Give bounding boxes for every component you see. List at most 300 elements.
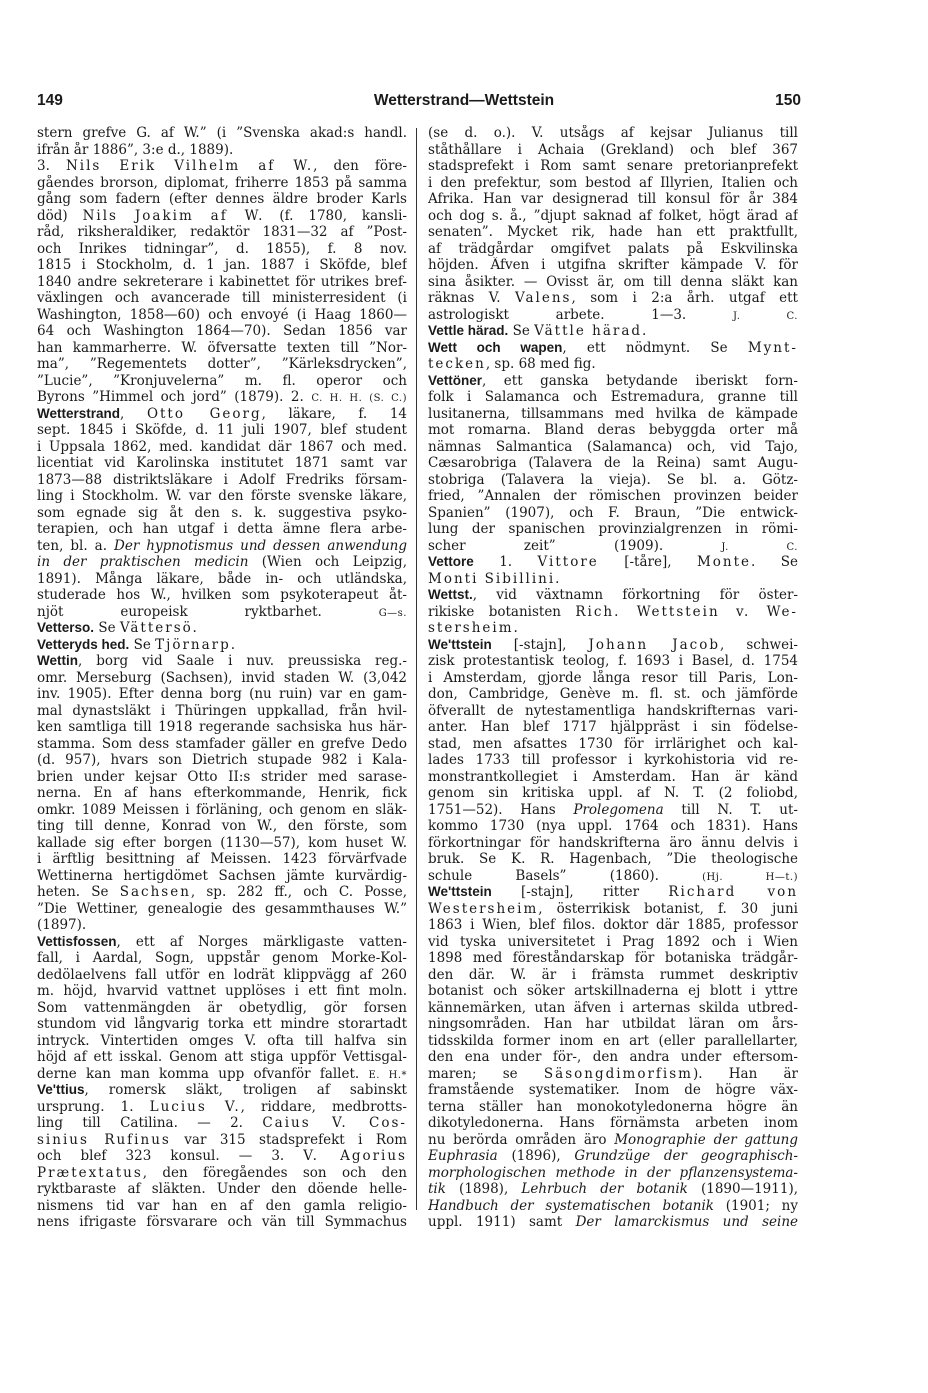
text-line (428, 1132, 798, 1149)
text-line (428, 175, 798, 192)
text-run: ting till denne, Konrad von W., den förste, som (37, 818, 407, 834)
text-line (37, 191, 407, 208)
text-run: fried, ”Annalen der römischen provinzen beider (428, 488, 798, 504)
text-line (37, 472, 407, 489)
text-run: anter. Han blef 1717 hjälppräst i sin födelse- (428, 719, 798, 735)
text-line (37, 488, 407, 505)
text-run: stad, men afsattes 1730 för irrlärighet och kal- (428, 735, 798, 752)
text-run: [-stajn], ritter (491, 884, 669, 900)
text-line (37, 1214, 407, 1231)
text-run: sinius Rufinus (37, 1131, 171, 1148)
text-run: stern grefve G. af W.” (i ”Svenska akad:s handl. (37, 125, 407, 141)
text-run: Der lamarckismus und seine (575, 1214, 798, 1230)
entry-headword: Wettst. (428, 587, 473, 602)
text-line (428, 670, 798, 687)
text-line (428, 967, 798, 984)
text-line (37, 1132, 407, 1149)
entry-headword: Vettle härad. (428, 323, 509, 338)
text-line (428, 241, 798, 258)
text-run: (1896), (497, 1148, 575, 1164)
text-line (428, 307, 798, 324)
text-run: Mynt- (747, 339, 798, 356)
text-run: , österrikisk botanist, f. 30 juni (538, 900, 798, 917)
text-line (428, 290, 798, 307)
text-line (37, 455, 407, 472)
text-line (428, 868, 798, 885)
text-run: rikiske botanisten (428, 603, 576, 620)
text-run: 1898 med föreståndarskap för botaniska trädgår- (428, 950, 798, 966)
text-run: , den föregåendes son och den (142, 1164, 407, 1181)
text-run: omkr. 1089 Meissen i förläning, och genom en släk- (37, 801, 407, 818)
text-run: Monti Sibillini. (428, 570, 562, 587)
text-run: terapien, och han utgaf i detta ämne flera arbe- (37, 521, 407, 537)
text-line (428, 1016, 798, 1033)
text-run: sina åsikter. — Ovisst är, om till denna släkt kan (428, 273, 798, 290)
text-run: i Uppsala 1862, med. kandidat där 1867 och med. (37, 438, 407, 455)
text-line (428, 208, 798, 225)
text-line (37, 1049, 407, 1066)
text-line (37, 406, 407, 423)
author-signature: C. H. H. (S. C.) (311, 393, 407, 404)
text-line (37, 323, 407, 340)
text-run: Vättle härad. (534, 323, 649, 339)
text-run: till N. T. ut- (663, 801, 798, 818)
text-run: 1751—52). Hans (428, 801, 574, 818)
text-line (37, 554, 407, 571)
text-run: lades 1733 till professor i kyrkohistoria vid re- (428, 752, 798, 768)
text-line (37, 653, 407, 670)
text-run: mot romarna. Bland deras bebyggda orter må (428, 422, 798, 438)
text-line (428, 1049, 798, 1066)
text-run: ma”, ”Regementets dotter”, ”Kärleksdrycken”, (37, 356, 407, 372)
text-run: V. Agorius (303, 1148, 407, 1164)
text-run: ten, bl. a. (37, 537, 114, 554)
running-title: Wetterstrand—Wettstein (373, 92, 555, 109)
text-line (428, 620, 798, 637)
text-run: höjden. Äfven i utgifna skrifter kämpade V. för (428, 257, 798, 273)
text-line (428, 736, 798, 753)
text-run: kännemärken, utan äfven i arternas skilda utbred- (428, 999, 798, 1016)
text-line (37, 538, 407, 555)
text-line (37, 389, 407, 406)
text-line (37, 208, 407, 225)
text-run: tik (428, 1181, 446, 1197)
text-line (37, 1099, 407, 1116)
text-run: Monte (696, 554, 752, 570)
text-run: kommo 1730 (nya uppl. 1764 och 1831). Hans (428, 818, 798, 834)
text-run: ifrån år 1886”, 3:e d., 1889). (37, 141, 234, 158)
entry-headword: Wetterstrand (37, 405, 121, 421)
text-line (428, 356, 798, 373)
text-run: , ett ganska betydande iberiskt forn- (482, 372, 798, 389)
text-run: fall, i Aardal, Sogn, uppstår genom Morke-Kol- (37, 950, 407, 966)
text-run: , sp. 282 ff., och C. Posse, (190, 884, 407, 900)
text-run: Nils Joakim af W. (82, 207, 265, 224)
text-line (37, 620, 407, 637)
text-line (37, 1000, 407, 1017)
entry-headword: Vettisfossen (37, 933, 117, 949)
text-line (37, 818, 407, 835)
text-line (428, 158, 798, 175)
text-line (428, 934, 798, 951)
text-run: intryck. Vintertiden omges V. ofta till halfva sin (37, 1032, 407, 1049)
text-run: Westersheim (428, 900, 539, 917)
text-run: växlingen och avancerade till ministerresident (i (37, 290, 407, 306)
text-line (37, 521, 407, 538)
text-run: (1901; ny (713, 1197, 798, 1214)
text-run: Valens (514, 290, 572, 306)
text-run: nerna. En af hans efterkommande, Henrik, fick (37, 785, 407, 801)
text-line (428, 719, 798, 736)
text-line (428, 257, 798, 274)
text-line (37, 1115, 407, 1132)
text-run: tecken (428, 356, 486, 372)
entry-headword: Vettore (428, 554, 474, 569)
text-run: , schwei- (720, 636, 798, 653)
text-run: ling i Stockholm. W. var den förste svenske läkare, (37, 488, 407, 504)
text-run: Euphrasia (428, 1148, 498, 1164)
text-line (428, 1181, 798, 1198)
text-run: astrologiskt arbete. 1—3. (428, 306, 733, 323)
text-line (428, 917, 798, 934)
text-run: m. höjd, hvarvid vattnet upplöses i ett fint moln. (37, 983, 407, 999)
text-run: , som i 2:a årh. utgaf ett (571, 290, 798, 306)
text-run: , ett nödmynt. Se (562, 339, 748, 356)
text-line (37, 1016, 407, 1033)
text-run: (d. 957), hvars son Dietrich stupade 982 i Kala- (37, 752, 407, 768)
text-run: omr. Merseburg (Sachsen), invid staden W. (3,042 (37, 669, 407, 686)
text-run: (f. 1780, kansli- (264, 207, 407, 224)
text-run: stamma. Som dess stamfader gäller en grefve Dedo (37, 735, 407, 752)
right-column (428, 125, 798, 1231)
text-run: Wettinerna hertigdömet Sachsen jämte kurvärdig- (37, 867, 407, 884)
text-run: Lehrbuch der botanik (521, 1181, 688, 1197)
entry-headword: We'ttstein (428, 884, 492, 899)
text-line (428, 224, 798, 241)
text-run: Handbuch der systematischen botanik (428, 1197, 714, 1214)
text-run: Tjörnarp. (155, 636, 238, 653)
text-line (37, 1181, 407, 1198)
text-line (428, 1165, 798, 1182)
text-line (428, 604, 798, 621)
text-run: Sachsen (119, 884, 191, 900)
text-line (37, 422, 407, 439)
text-run: ken samtliga till 1918 regerande sachsiska hus här- (37, 719, 407, 735)
text-run: Lucius V. (149, 1098, 241, 1115)
text-run: Caius V. Cos- (262, 1115, 407, 1131)
text-run: förkortningar för handskrifterna äro ännu delvis i (428, 834, 798, 851)
text-line (428, 752, 798, 769)
text-run: den ena under för-, den andra under eftersom- (428, 1049, 798, 1065)
text-run: , sp. 68 med fig. (485, 356, 596, 372)
text-run: ). Han är (692, 1065, 798, 1082)
text-line (428, 785, 798, 802)
text-run: , borg vid Saale i nuv. preussiska reg.- (78, 653, 407, 669)
author-signature: J. C. (721, 541, 798, 553)
entry-headword: Vetteryds hed. (37, 636, 130, 652)
text-line (428, 901, 798, 918)
text-line (428, 505, 798, 522)
text-run: Se (508, 323, 535, 339)
text-line (428, 455, 798, 472)
text-run: 3. (37, 158, 66, 174)
text-run: , (120, 405, 147, 422)
text-line (428, 1066, 798, 1083)
text-run: Vättersö. (119, 620, 199, 636)
author-signature: E. H.* (368, 1069, 407, 1081)
text-line (428, 884, 798, 901)
text-run: ståthållare i Achaia (Grekland) och blef 367 (428, 141, 798, 158)
text-line (37, 967, 407, 984)
text-run: (1898), (445, 1181, 522, 1197)
text-line (37, 125, 407, 142)
text-line (37, 224, 407, 241)
text-line (37, 686, 407, 703)
text-run: njöt europeisk ryktbarhet. (37, 603, 379, 620)
text-line (428, 406, 798, 423)
text-line (37, 802, 407, 819)
text-run: som egnade sig åt den s. k. suggestiva psyko- (37, 504, 407, 521)
text-run: . Se (751, 554, 798, 570)
text-line (37, 373, 407, 390)
text-run: vid tyska universitetet i Prag 1892 och i Wien (428, 933, 798, 950)
text-line (428, 818, 798, 835)
text-run: den där. W. är i främsta rummet deskriptiv (428, 966, 798, 983)
text-run: heten. Se (37, 884, 120, 900)
text-run: folk i Salamanca och Estremadura, granne till (428, 389, 798, 405)
text-run: stobriga (Talavera la vieja). Se bl. a. Götz- (428, 471, 798, 488)
text-run: nu berörda områden äro (428, 1131, 615, 1148)
text-run: Prolegomena (573, 801, 664, 818)
text-run: schule Basels” (1860). (428, 867, 703, 884)
text-line (37, 769, 407, 786)
text-run: (1890—1911), (687, 1181, 798, 1197)
text-run: don, Cambridge, Genève m. fl. st. och jämförde (428, 686, 798, 702)
text-run: Otto Georg (146, 405, 262, 422)
text-line (37, 1066, 407, 1083)
text-run: af trädgårdar omgifvet palats på Eskvilinska (428, 240, 798, 257)
text-run: Rich. Wettstein v. We- (575, 603, 798, 620)
text-run: och dog s. å., ”djupt saknad af folket, högt ärad af (428, 207, 798, 224)
text-run: Se (94, 620, 120, 636)
text-run: inv. 1905). Efter denna borg (nu ruin) var en gam- (37, 686, 407, 702)
text-line (37, 587, 407, 604)
text-line (37, 307, 407, 324)
text-run: sept. 1845 i Sköfde, d. 11 juli 1907, blef student (37, 422, 407, 438)
text-run: scher zeit” (1909). (428, 537, 722, 554)
text-line (37, 637, 407, 654)
text-run: kallade sig efter borgen (1130—57), kom huset W. (37, 834, 407, 851)
text-line (37, 917, 407, 934)
text-run: stersheim. (428, 620, 520, 636)
text-run: 1863 i Wien, blef filos. doktor där 1885, professor (428, 917, 798, 933)
text-line (37, 884, 407, 901)
text-run: och Inrikes tidningar”, d. 1855), f. 8 nov. (37, 240, 407, 257)
text-run: bruk. Se K. R. Hagenbach, ”Die theologische (428, 851, 798, 867)
text-line (37, 1198, 407, 1215)
text-line (37, 1165, 407, 1182)
text-line (37, 901, 407, 918)
text-line (37, 142, 407, 159)
text-run: tidsskilda former inom en art (eller parallellarter, (428, 1032, 798, 1049)
entry-headword: Wettin (37, 653, 78, 668)
text-line (428, 769, 798, 786)
text-line (37, 175, 407, 192)
text-line (37, 670, 407, 687)
text-line (428, 422, 798, 439)
text-line (37, 356, 407, 373)
text-run: Grundzüge der geographisch- (574, 1148, 798, 1164)
text-run: Der hypnotismus und dessen anwendung (114, 537, 407, 554)
column-divider (416, 128, 417, 1210)
text-run: [-tåre], (598, 554, 697, 570)
text-line (37, 290, 407, 307)
text-line (428, 1115, 798, 1132)
text-run: och blef 323 konsul. — 3. (37, 1148, 304, 1164)
text-run: var 315 stadsprefekt i Rom (170, 1131, 407, 1148)
text-line (37, 851, 407, 868)
text-line (37, 340, 407, 357)
text-run: , den före- (313, 158, 407, 174)
text-line (428, 538, 798, 555)
text-line (428, 142, 798, 159)
text-line (428, 389, 798, 406)
text-run: 1815 i Stockholm, d. 1 jan. 1887 i Sköfde, blef (37, 257, 407, 273)
text-run: Richard von (668, 884, 798, 900)
text-line (428, 274, 798, 291)
text-run: lusitanerna, tillsammans med hvilka de kämpade (428, 405, 798, 422)
text-run: [-stajn], (491, 636, 589, 653)
text-run: gång som fadern (efter dennes äldre broder Karls (37, 191, 407, 207)
text-run: (Wien och Leipzig, (248, 554, 407, 570)
text-run: nämnas Salmantica (Salamanca) och, vid Tajo, (428, 438, 798, 455)
text-run: stundom vid långvarig torka ett mindre storartadt (37, 1016, 407, 1032)
text-run: Vittore (537, 554, 599, 570)
text-line (428, 1082, 798, 1099)
text-run: licentiat vid Karolinska institutet 1871 samt var (37, 455, 407, 471)
text-line (428, 950, 798, 967)
text-line (428, 1033, 798, 1050)
text-line (428, 521, 798, 538)
text-run: genom sin kritiska uppl. af N. T. (2 foliobd, (428, 785, 798, 801)
text-run: mal dynastsläkt i Thüringen uppkallad, från hvil- (37, 702, 407, 719)
text-run: död) (37, 207, 83, 224)
text-run: i ärftlig besittning af Meissen. 1423 förvärfvade (37, 851, 407, 867)
page-number-right: 150 (775, 92, 801, 109)
text-line (37, 703, 407, 720)
text-run: lung der spanischen provinzialgrenzen in römi- (428, 521, 798, 537)
text-line (428, 323, 798, 340)
text-run: , riddare, medbrotts- (240, 1098, 407, 1115)
text-run: , läkare, f. 14 (261, 405, 407, 422)
text-run: studerade hos W., hvilken som psykoterapeut åt- (37, 587, 407, 603)
text-line (428, 835, 798, 852)
text-line (428, 851, 798, 868)
text-run: Johann Jacob (588, 636, 721, 653)
text-line (37, 752, 407, 769)
text-run: räknas V. (428, 290, 515, 306)
entry-headword: Vetterso. (37, 620, 95, 635)
text-line (37, 439, 407, 456)
text-run: Nils Erik Vilhelm af W. (65, 158, 314, 174)
text-run: senaten”. Mycket rik, hade han ett praktfullt, (428, 224, 798, 240)
text-line (428, 191, 798, 208)
text-line (428, 571, 798, 588)
text-run: Prætextatus (37, 1164, 143, 1181)
text-run: (se d. o.). V. utsågs af kejsar Julianus till (428, 125, 798, 141)
text-line (428, 373, 798, 390)
text-line (428, 488, 798, 505)
text-run: gåendes brorson, diplomat, friherre 1853 på samma (37, 174, 407, 191)
entry-headword: Ve'ttius (37, 1082, 85, 1097)
text-line (37, 1148, 407, 1165)
text-run: 64 och Washington 1864—70). Sedan 1856 var (37, 323, 407, 339)
text-run: Monographie der gattung (614, 1131, 798, 1148)
text-line (37, 835, 407, 852)
text-line (37, 604, 407, 621)
text-run: dikotyledonerna. Hans förnämsta arbeten inom (428, 1115, 798, 1131)
text-run: Byrons ”Himmel och jord” (1879). 2. (37, 389, 312, 405)
text-run: nens ifrigaste försvarare och vän till Symmachus (37, 1214, 407, 1230)
text-line (37, 868, 407, 885)
entry-headword: We'ttstein (428, 636, 492, 652)
text-run: ling till Catilina. — 2. (37, 1115, 263, 1131)
text-line (37, 505, 407, 522)
text-run: morphologischen methode in der pflanzensystema- (428, 1164, 798, 1181)
text-line (37, 257, 407, 274)
text-line (428, 802, 798, 819)
text-run: ”Lucie”, ”Kronjuvelerna” m. fl. operor och (37, 372, 407, 389)
text-run: (1897). (37, 917, 87, 933)
text-line (428, 1000, 798, 1017)
entry-headword: Vettöner (428, 372, 483, 388)
text-run: botanist och söker artskillnaderna ej blott i yttre (428, 983, 798, 999)
text-line (37, 719, 407, 736)
page-number-left: 149 (37, 92, 63, 109)
text-line (37, 274, 407, 291)
text-run: brien under kejsar Otto II:s strider med sarase- (37, 768, 407, 785)
author-signature: (Hj. H—t.) (702, 871, 798, 883)
text-line (37, 1033, 407, 1050)
text-line (428, 439, 798, 456)
text-run: Washington, 1858—60) och envoyé (i Haag 1860— (37, 306, 407, 323)
text-run: derne kan man komma upp ofvanför fallet. (37, 1065, 369, 1082)
text-run: höjd af ett isskal. Genom att stiga uppför Vettisgal- (37, 1049, 407, 1065)
text-line (37, 158, 407, 175)
text-run: i den prefektur, som bestod af Illyrien, Italien och (428, 174, 798, 191)
text-run: 1873—88 distriktsläkare i Adolf Fredriks försam- (37, 471, 407, 488)
text-run: maren; se (428, 1065, 544, 1082)
text-run: , ett af Norges märkligaste vatten- (116, 933, 407, 950)
text-run: in der praktischen medicin (37, 554, 249, 570)
text-run: 1. (473, 554, 538, 570)
text-run: Som vattenmängden är obetydlig, gör forsen (37, 999, 407, 1016)
text-line (428, 125, 798, 142)
text-run: Se (129, 636, 156, 653)
left-column (37, 125, 407, 1231)
author-signature: J. C. (732, 310, 798, 322)
text-run: han kammarherre. W. öfversatte texten till ”Nor- (37, 339, 407, 356)
text-run: 1891). Många läkare, både in- och utländska, (37, 570, 407, 587)
text-line (428, 686, 798, 703)
text-run: i Amsterdam, gjorde långa resor till Paris, Lon- (428, 669, 798, 686)
text-run: ryktbaraste af släkten. Under den döende helle- (37, 1181, 407, 1197)
text-run: råd, riksheraldiker, redaktör 1831—32 af ”Post- (37, 224, 407, 240)
text-run: Afrika. Han var designerad till konsul för år 384 (428, 191, 798, 207)
text-run: dedölaelvens fall utför en lodrät klippvägg af 260 (37, 966, 407, 983)
text-run: 1840 andre sekreterare i kabinettet för utrikes bref- (37, 273, 407, 290)
text-run: Spanien” (1907), och F. Braun, ”Die entwick- (428, 504, 798, 521)
